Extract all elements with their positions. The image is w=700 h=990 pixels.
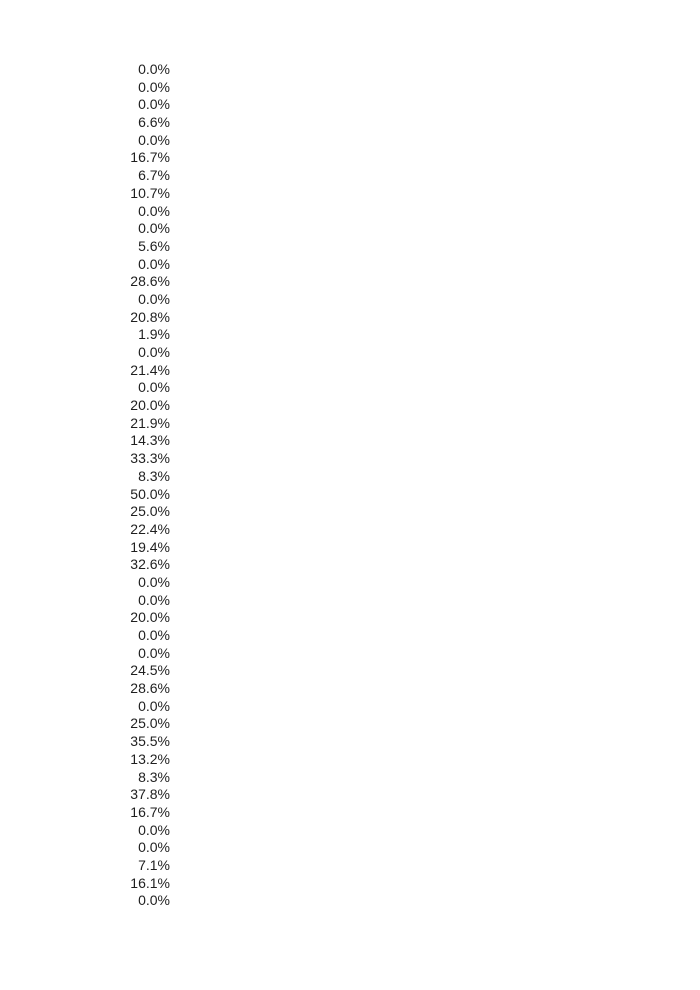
percentage-value: 13.2% (130, 750, 170, 767)
percentage-value: 0.0% (138, 697, 170, 714)
percentage-value: 0.0% (138, 839, 170, 856)
percentage-value: 8.3% (138, 467, 170, 484)
percentage-value: 0.0% (138, 821, 170, 838)
percentage-value: 32.6% (130, 556, 170, 573)
percentage-value: 0.0% (138, 96, 170, 113)
percentage-value: 0.0% (138, 379, 170, 396)
percentage-value: 37.8% (130, 786, 170, 803)
percentage-value: 20.8% (130, 308, 170, 325)
percentage-column (0, 61, 170, 910)
percentage-value: 21.4% (130, 361, 170, 378)
percentage-value: 10.7% (130, 184, 170, 201)
percentage-value: 0.0% (138, 255, 170, 272)
percentage-value: 33.3% (130, 450, 170, 467)
percentage-value: 21.9% (130, 414, 170, 431)
percentage-value: 0.0% (138, 290, 170, 307)
percentage-value: 0.0% (138, 78, 170, 95)
percentage-value: 0.0% (138, 644, 170, 661)
percentage-value: 0.0% (138, 131, 170, 148)
percentage-value: 25.0% (130, 715, 170, 732)
percentage-value: 20.0% (130, 397, 170, 414)
percentage-value: 0.0% (138, 627, 170, 643)
percentage-value: 0.0% (138, 892, 170, 909)
percentage-value: 16.1% (130, 874, 170, 891)
percentage-value: 50.0% (130, 485, 170, 502)
percentage-value: 5.6% (138, 237, 170, 254)
percentage-value: 16.7% (130, 149, 170, 166)
percentage-value: 20.0% (130, 609, 170, 626)
percentage-value: 8.3% (138, 768, 170, 785)
percentage-value: 0.0% (138, 61, 170, 77)
percentage-value: 0.0% (138, 220, 170, 237)
percentage-value: 1.9% (138, 326, 170, 343)
percentage-value: 0.0% (138, 344, 170, 360)
percentage-value: 6.7% (138, 167, 170, 184)
percentage-value: 0.0% (138, 202, 170, 219)
percentage-value: 19.4% (130, 538, 170, 555)
percentage-value: 25.0% (130, 503, 170, 520)
percentage-value: 16.7% (130, 803, 170, 820)
percentage-value: 22.4% (130, 520, 170, 537)
percentage-value: 28.6% (130, 680, 170, 697)
percentage-value: 35.5% (130, 733, 170, 750)
percentage-value: 6.6% (138, 114, 170, 131)
percentage-value: 0.0% (138, 591, 170, 608)
percentage-value: 24.5% (130, 662, 170, 679)
percentage-value: 14.3% (130, 432, 170, 449)
percentage-value: 28.6% (130, 273, 170, 290)
percentage-value: 7.1% (138, 856, 170, 873)
percentage-value: 0.0% (138, 573, 170, 590)
